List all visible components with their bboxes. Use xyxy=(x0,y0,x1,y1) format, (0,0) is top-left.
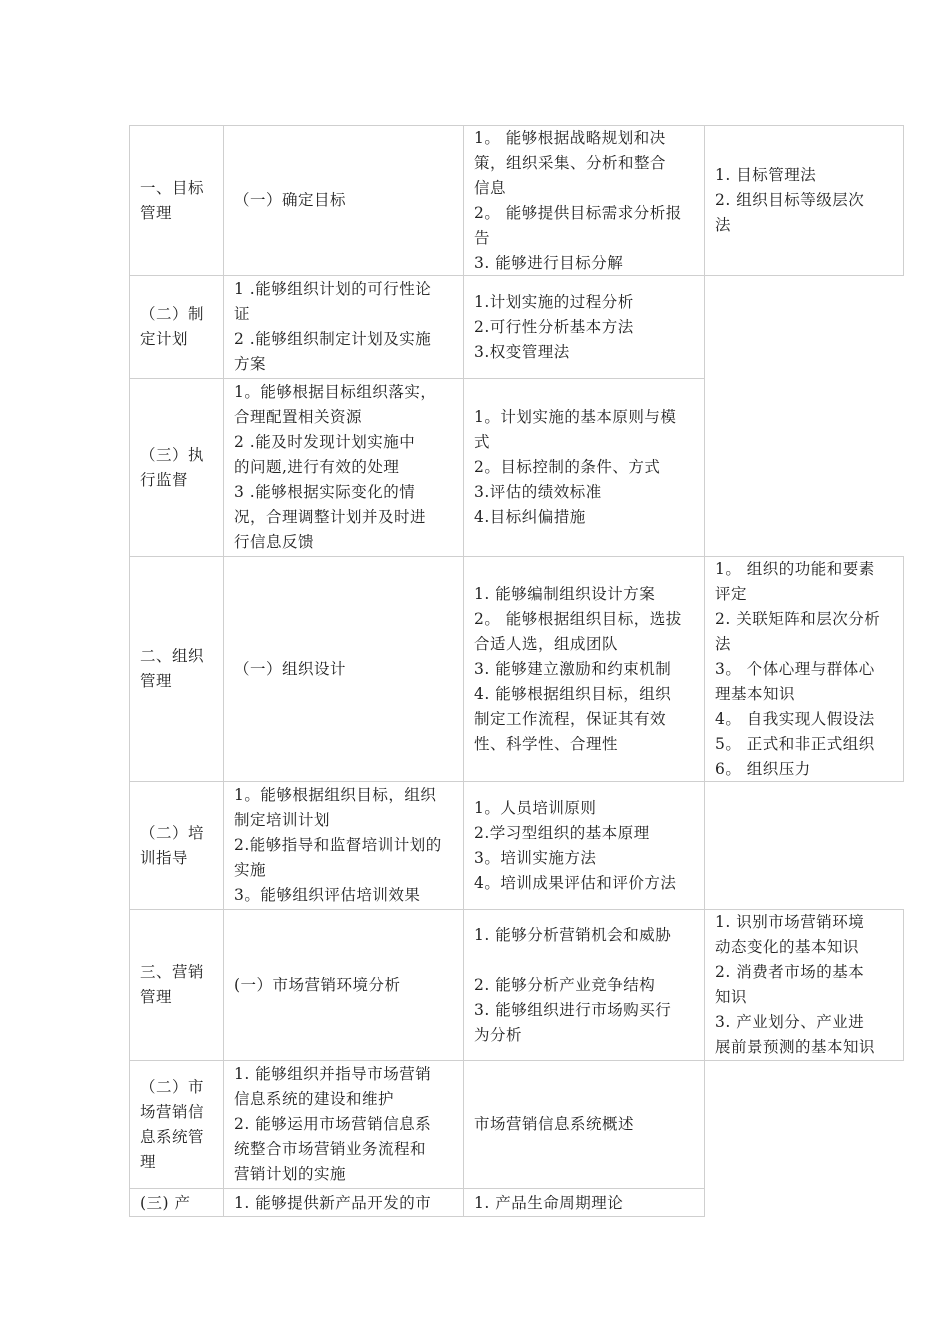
cell-line: 1. 产品生命周期理论 xyxy=(474,1194,624,1212)
cell-line: 1。人员培训原则 xyxy=(474,798,597,817)
cell-line: 管理 xyxy=(140,203,173,222)
cell-line: 3。 个体心理与群体心 xyxy=(715,659,875,678)
row-6-unit xyxy=(223,909,464,1061)
row-6-knowledge xyxy=(704,909,904,1061)
cell-line: 1。能够根据组织目标，组织 xyxy=(234,786,437,804)
row-8-skills xyxy=(223,1188,464,1217)
row-1-section xyxy=(129,125,224,276)
cell-line: 1. 目标管理法 xyxy=(715,166,817,184)
cell-line: 信息系统的建设和维护 xyxy=(234,1090,395,1108)
cell-line: 管理 xyxy=(140,988,173,1006)
cell-line: 息系统管 xyxy=(140,1127,205,1146)
cell-line: 1。 组织的功能和要素 xyxy=(715,559,875,578)
cell-line: 2 .能够组织制定计划及实施 xyxy=(234,330,432,348)
cell-line: 二、组织 xyxy=(140,647,205,665)
row-6-skills xyxy=(463,909,705,1061)
cell-line: （三）执 xyxy=(140,445,205,464)
cell-line: 的问题,进行有效的处理 xyxy=(234,458,400,476)
cell-line: 3.评估的绩效标准 xyxy=(474,483,602,501)
row-4-knowledge xyxy=(704,556,904,782)
cell-line: 信息 xyxy=(474,178,507,197)
row-8-knowledge xyxy=(463,1188,705,1217)
cell-line: （一）确定目标 xyxy=(234,191,347,209)
row-3-section xyxy=(129,378,224,557)
cell-line: 理 xyxy=(140,1152,157,1171)
cell-line: 告 xyxy=(474,228,491,247)
row-5-skills xyxy=(223,781,464,910)
cell-line: 4.目标纠偏措施 xyxy=(474,508,586,526)
cell-line: 性、科学性、合理性 xyxy=(474,734,619,753)
cell-line: 况，合理调整计划并及时进 xyxy=(234,508,427,526)
cell-line: （二）制 xyxy=(140,305,205,323)
cell-line: 行监督 xyxy=(140,470,189,489)
cell-line: 4。培训成果评估和评价方法 xyxy=(474,873,677,892)
cell-line: 策，组织采集、分析和整合 xyxy=(474,153,667,172)
row-3-knowledge xyxy=(463,378,705,557)
cell-line: 1. 能够分析营销机会和威胁 xyxy=(474,925,672,944)
row-2-knowledge xyxy=(463,275,705,379)
cell-line: 2. 关联矩阵和层次分析 xyxy=(715,609,881,628)
cell-line xyxy=(474,948,694,973)
cell-line: 行信息反馈 xyxy=(234,533,315,551)
cell-line: 1. 能够提供新产品开发的市 xyxy=(234,1194,432,1212)
cell-line: 法 xyxy=(715,634,732,653)
cell-line: 展前景预测的基本知识 xyxy=(715,1038,876,1056)
cell-line: 1.计划实施的过程分析 xyxy=(474,292,634,311)
cell-line: 营销计划的实施 xyxy=(234,1165,347,1183)
cell-line: 1. 能够编制组织设计方案 xyxy=(474,584,656,603)
cell-line: 2.能够指导和监督培训计划的 xyxy=(234,836,442,854)
row-2-skills xyxy=(223,275,464,379)
row-3-skills xyxy=(223,378,464,557)
cell-line: （二）市 xyxy=(140,1077,205,1096)
cell-line: 3.权变管理法 xyxy=(474,342,570,361)
cell-line: 3。能够组织评估培训效果 xyxy=(234,886,421,904)
cell-line: 为分析 xyxy=(474,1025,523,1044)
cell-line: 训指导 xyxy=(140,848,189,867)
cell-line: 场营销信 xyxy=(140,1102,205,1121)
cell-line: 3. 能够进行目标分解 xyxy=(474,253,624,272)
cell-line: (三) 产 xyxy=(140,1194,191,1212)
cell-line: 2 .能及时发现计划实施中 xyxy=(234,433,416,451)
cell-line: 2. 能够运用市场营销信息系 xyxy=(234,1115,432,1133)
cell-line: 4。 自我实现人假设法 xyxy=(715,709,875,728)
row-5-section xyxy=(129,781,224,910)
cell-line: 4. 能够根据组织目标，组织 xyxy=(474,684,672,703)
cell-line: 动态变化的基本知识 xyxy=(715,938,860,956)
cell-line: 1。 能够根据战略规划和决 xyxy=(474,128,666,147)
cell-line: 2.可行性分析基本方法 xyxy=(474,317,634,336)
cell-line: 合理配置相关资源 xyxy=(234,408,363,426)
cell-line: 市场营销信息系统概述 xyxy=(474,1115,635,1133)
cell-line: 式 xyxy=(474,433,491,451)
cell-line: 定计划 xyxy=(140,330,189,348)
cell-line: 理基本知识 xyxy=(715,684,796,703)
cell-line: 评定 xyxy=(715,584,748,603)
cell-line: 2。目标控制的条件、方式 xyxy=(474,458,661,476)
cell-line: 2. 消费者市场的基本 xyxy=(715,963,865,981)
cell-line: 1。计划实施的基本原则与模 xyxy=(474,408,677,426)
cell-line: 1。能够根据目标组织落实， xyxy=(234,383,437,401)
cell-line: 1. 能够组织并指导市场营销 xyxy=(234,1065,432,1083)
cell-line: 3。培训实施方法 xyxy=(474,848,597,867)
cell-line: 一、目标 xyxy=(140,178,205,197)
cell-line: 知识 xyxy=(715,988,748,1006)
cell-line: 3. 能够建立激励和约束机制 xyxy=(474,659,672,678)
cell-line: 统整合市场营销业务流程和 xyxy=(234,1140,427,1158)
row-7-knowledge xyxy=(463,1060,705,1189)
row-1-unit xyxy=(223,125,464,276)
cell-line: 2. 能够分析产业竞争结构 xyxy=(474,975,656,994)
cell-line: （一）组织设计 xyxy=(234,659,347,678)
row-8-section xyxy=(129,1188,224,1217)
cell-line: 三、营销 xyxy=(140,963,205,981)
cell-line: 法 xyxy=(715,216,732,234)
cell-line: 制定培训计划 xyxy=(234,811,331,829)
row-2-section xyxy=(129,275,224,379)
cell-line: 5。 正式和非正式组织 xyxy=(715,734,875,753)
row-4-skills xyxy=(463,556,705,782)
cell-line: 2。 能够提供目标需求分析报 xyxy=(474,203,682,222)
row-7-skills xyxy=(223,1060,464,1189)
cell-line: 证 xyxy=(234,305,251,323)
cell-line: 6。 组织压力 xyxy=(715,759,811,778)
row-1-skills xyxy=(463,125,705,276)
cell-line: 实施 xyxy=(234,861,267,879)
cell-line: 合适人选，组成团队 xyxy=(474,634,619,653)
row-7-section xyxy=(129,1060,224,1189)
row-5-knowledge xyxy=(463,781,705,910)
row-4-unit xyxy=(223,556,464,782)
cell-line: (一）市场营销环境分析 xyxy=(234,975,401,994)
cell-line: 2。 能够根据组织目标，选拔 xyxy=(474,609,682,628)
cell-line: 制定工作流程，保证其有效 xyxy=(474,709,667,728)
cell-line: 2. 组织目标等级层次 xyxy=(715,191,865,209)
cell-line: 3 .能够根据实际变化的情 xyxy=(234,483,416,501)
cell-line: 管理 xyxy=(140,672,173,690)
cell-line: 1. 识别市场营销环境 xyxy=(715,913,865,931)
row-1-knowledge xyxy=(704,125,904,276)
cell-line: 3. 产业划分、产业进 xyxy=(715,1013,865,1031)
cell-line: 方案 xyxy=(234,355,267,373)
cell-line: 1 .能够组织计划的可行性论 xyxy=(234,280,432,298)
cell-line: 3. 能够组织进行市场购买行 xyxy=(474,1000,672,1019)
row-6-section xyxy=(129,909,224,1061)
cell-line: 2.学习型组织的基本原理 xyxy=(474,823,650,842)
cell-line: （二）培 xyxy=(140,823,205,842)
row-4-section xyxy=(129,556,224,782)
